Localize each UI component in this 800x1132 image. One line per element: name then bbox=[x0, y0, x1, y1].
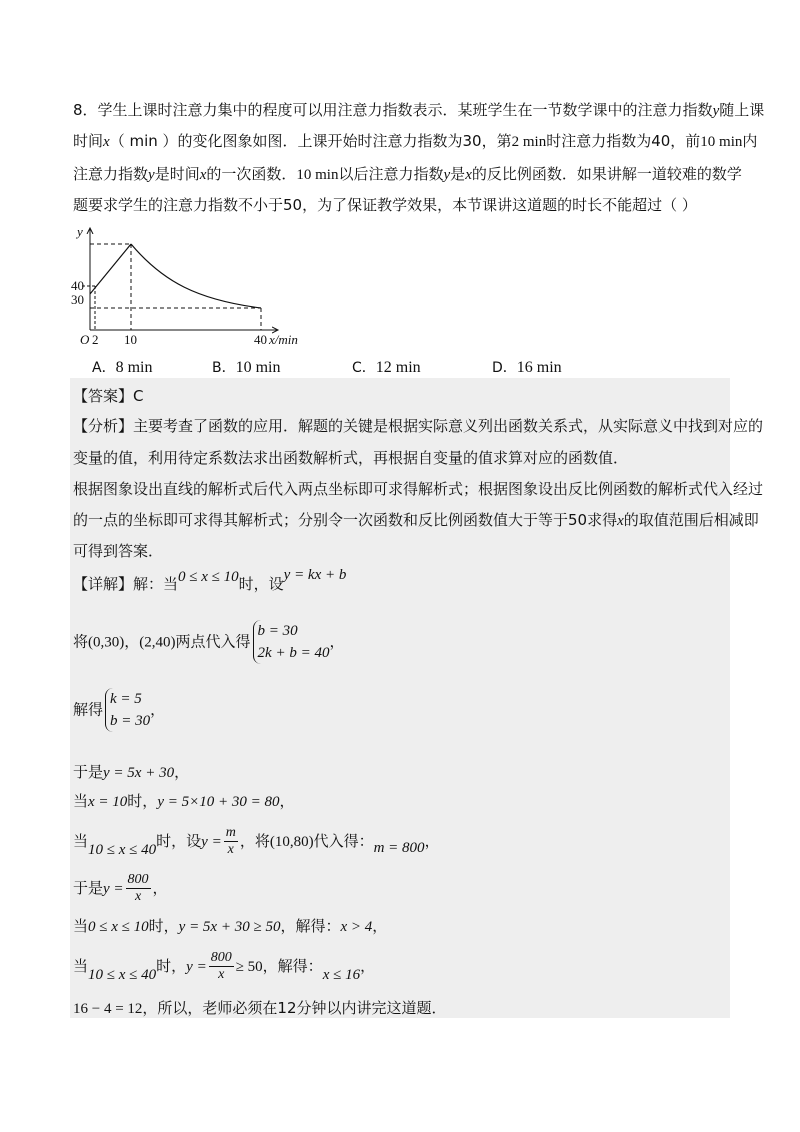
question-text: 内 bbox=[742, 132, 758, 150]
math-var: y bbox=[712, 103, 720, 119]
analysis-line-4: 的一点的坐标即可求得其解析式；分别令一次函数和反比例函数值大于等于50求得x的取值范围后相减即 bbox=[73, 511, 759, 529]
detail-line-10: 16 − 4 = 12，所以，老师必须在12分钟以内讲完这道题． bbox=[73, 999, 447, 1017]
tick-x-2: 2 bbox=[92, 332, 99, 347]
fraction: $\frac{m}{x}$ bbox=[225, 825, 236, 857]
solution-system: k = 5 b = 30 bbox=[105, 688, 150, 732]
math-var: y bbox=[148, 167, 155, 183]
detail-line-4: 于是y = 5x + 30， bbox=[73, 763, 190, 781]
analysis-line-3: 根据图象设出直线的解析式后代入两点坐标即可求得解析式；根据图象设出反比例函数的解析式代入经过 bbox=[73, 480, 764, 498]
function-graph bbox=[68, 222, 308, 350]
tick-y-40: 40 bbox=[71, 278, 84, 293]
tick-y-30: 30 bbox=[71, 292, 84, 307]
answer-block bbox=[70, 378, 764, 1018]
origin-label: O bbox=[80, 332, 90, 347]
math-var: x bbox=[199, 167, 207, 183]
y-axis-label: y bbox=[77, 224, 83, 239]
detail-line-7: 于是y = $\frac{800}{x}$ ， bbox=[73, 872, 168, 904]
option-a[interactable]: A．8 min bbox=[92, 359, 153, 376]
math-expr: 10 min bbox=[700, 134, 743, 150]
analysis-line-1: 【分析】主要考查了函数的应用．解题的关键是根据实际意义列出函数关系式，从实际意义中找到对应的 bbox=[73, 417, 764, 435]
math-var: y bbox=[443, 167, 451, 183]
question-text: 随上课 bbox=[719, 101, 765, 119]
math-expr: 10 min bbox=[296, 167, 339, 183]
question-line-3 bbox=[73, 164, 742, 185]
fraction: $\frac{800}{x}$ bbox=[210, 950, 232, 982]
analysis-line-5: 可得到答案． bbox=[73, 542, 164, 560]
question-line-1 bbox=[73, 100, 764, 121]
math-var: x bbox=[103, 134, 110, 150]
question-text: 时注意力指数为40，前 bbox=[546, 132, 701, 150]
question-text: 的反比例函数．如果讲解一道较难的数学 bbox=[471, 165, 742, 183]
question-text: 是 bbox=[450, 165, 466, 183]
inverse-curve bbox=[131, 244, 261, 308]
detail-line-1: 【详解】解：当0 ≤ x ≤ 10时，设y = kx + b bbox=[73, 567, 347, 593]
linear-segment bbox=[90, 244, 131, 294]
detail-line-6: 当10 ≤ x ≤ 40时，设y = $\frac{m}{x}$ ，将(10,80)代入得：m = 800， bbox=[73, 825, 440, 858]
detail-line-2: 将(0,30)，(2,40)两点代入得 b = 30 2k + b = 40 ， bbox=[73, 620, 344, 664]
detail-line-5: 当x = 10时，y = 5×10 + 30 = 80， bbox=[73, 792, 295, 810]
detail-line-8: 当0 ≤ x ≤ 10时，y = 5x + 30 ≥ 50，解得：x > 4， bbox=[73, 917, 388, 935]
question-text: 以后注意力指数 bbox=[338, 165, 444, 183]
math-expr: 2 min bbox=[511, 134, 547, 150]
analysis-line-2: 变量的值，利用待定系数法求出函数解析式，再根据自变量的值求算对应的函数值． bbox=[73, 449, 629, 467]
option-d[interactable]: D．16 min bbox=[492, 359, 562, 376]
tick-x-10: 10 bbox=[124, 332, 137, 347]
detail-line-3: 解得 k = 5 b = 30 ， bbox=[73, 688, 165, 732]
question-text: 题要求学生的注意力指数不小于50，为了保证教学效果，本节课讲这道题的时长不能超过（ ） bbox=[73, 196, 697, 214]
tick-x-40: 40 bbox=[254, 332, 267, 347]
x-axis-label: x/min bbox=[269, 332, 298, 347]
question-line-4 bbox=[73, 195, 697, 215]
equation-system: b = 30 2k + b = 40 bbox=[253, 620, 330, 664]
fraction: $\frac{800}{x}$ bbox=[127, 872, 149, 904]
question-text: 是时间 bbox=[154, 165, 200, 183]
question-text: （ min ）的变化图象如图．上课开始时注意力指数为30，第 bbox=[109, 132, 512, 150]
question-line-2 bbox=[73, 131, 757, 152]
question-text: 的一次函数． bbox=[206, 165, 297, 183]
answer-label: 【答案】C bbox=[73, 387, 144, 405]
question-text: 注意力指数 bbox=[73, 165, 149, 183]
question-text: 8．学生上课时注意力集中的程度可以用注意力指数表示．某班学生在一节数学课中的注意力指数 bbox=[73, 101, 713, 119]
detail-line-9: 当10 ≤ x ≤ 40时，y = $\frac{800}{x}$ ≥ 50，解得：x ≤ 16， bbox=[73, 950, 376, 983]
option-b[interactable]: B．10 min bbox=[212, 359, 281, 376]
math-var: x bbox=[465, 167, 472, 183]
question-text: 时间 bbox=[73, 132, 104, 150]
option-c[interactable]: C．12 min bbox=[352, 359, 421, 376]
